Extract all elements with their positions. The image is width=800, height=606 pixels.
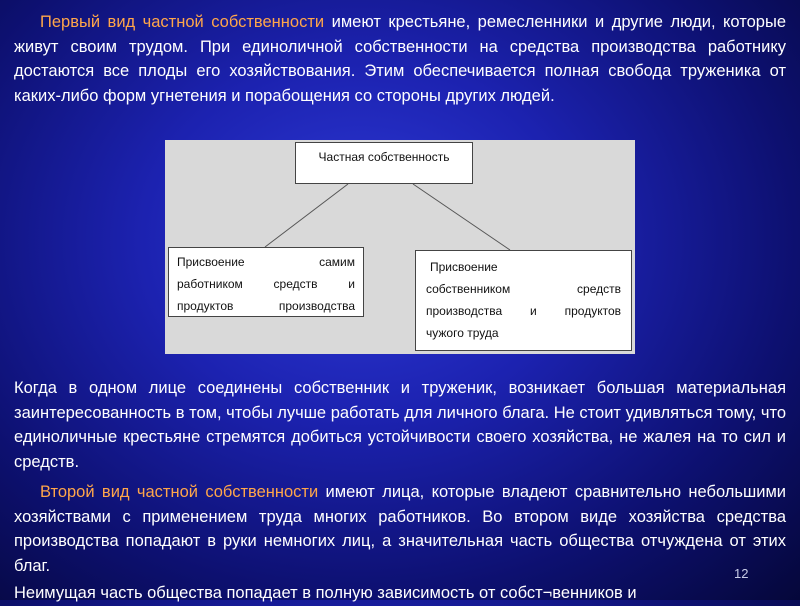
connector-left <box>265 184 348 247</box>
node-self-appropriation <box>168 247 364 317</box>
paragraph-owner-worker: Когда в одном лице соединены собственник и труженик, возникает большая материальная заинтересованность в том, чтобы лучше работать для личного блага. Не стоит удивляться тому, что единоличные крестьяне стремятся добиться устойчивости своего хозяйства, не жалея на то сил и средств. <box>14 379 786 471</box>
node-foreign-labor-appropriation <box>415 250 632 351</box>
node-right-line-3: производства и продуктов <box>426 304 621 318</box>
highlight-second-type: Второй вид частной собственности <box>40 483 319 501</box>
node-left-line-1: Присвоение самим <box>177 255 355 269</box>
ownership-diagram <box>165 140 635 354</box>
highlight-first-type: Первый вид частной собственности <box>40 13 325 31</box>
paragraph-first-type <box>14 10 786 108</box>
node-left-line-3: продуктов производства <box>177 299 355 313</box>
paragraph-continuation: Неимущая часть общества попадает в полную зависимость от собст¬венников и <box>14 584 637 602</box>
node-right-line-4: чужого труда <box>426 326 499 340</box>
node-right-line-1: Присвоение <box>430 260 498 274</box>
paragraph-second-type-text: имеют лица, которые владеют сравнительно небольшими хозяйствами с применением труда многих работников. Во втором виде хозяйства средства производства попадают в руки немногих лиц, а значительная часть общества отчуждена от этих благ. <box>14 483 786 575</box>
paragraph-first-type-text: имеют крестьяне, ремесленники и другие люди, которые живут своим трудом. При единоличной собственности на средства производства работнику достаются все плоды его хозяйствования. Этим обеспечивается полная свобода труженика от каких-либо форм угнетения и порабощения со стороны других людей. <box>14 13 787 105</box>
paragraph-second-type <box>14 480 786 578</box>
slide-number: 12 <box>734 566 749 581</box>
node-private-property: Частная собственность <box>295 142 473 184</box>
connector-right <box>413 184 510 250</box>
node-right-line-2: собственником средств <box>426 282 621 296</box>
node-left-line-2: работником средств и <box>177 277 355 291</box>
